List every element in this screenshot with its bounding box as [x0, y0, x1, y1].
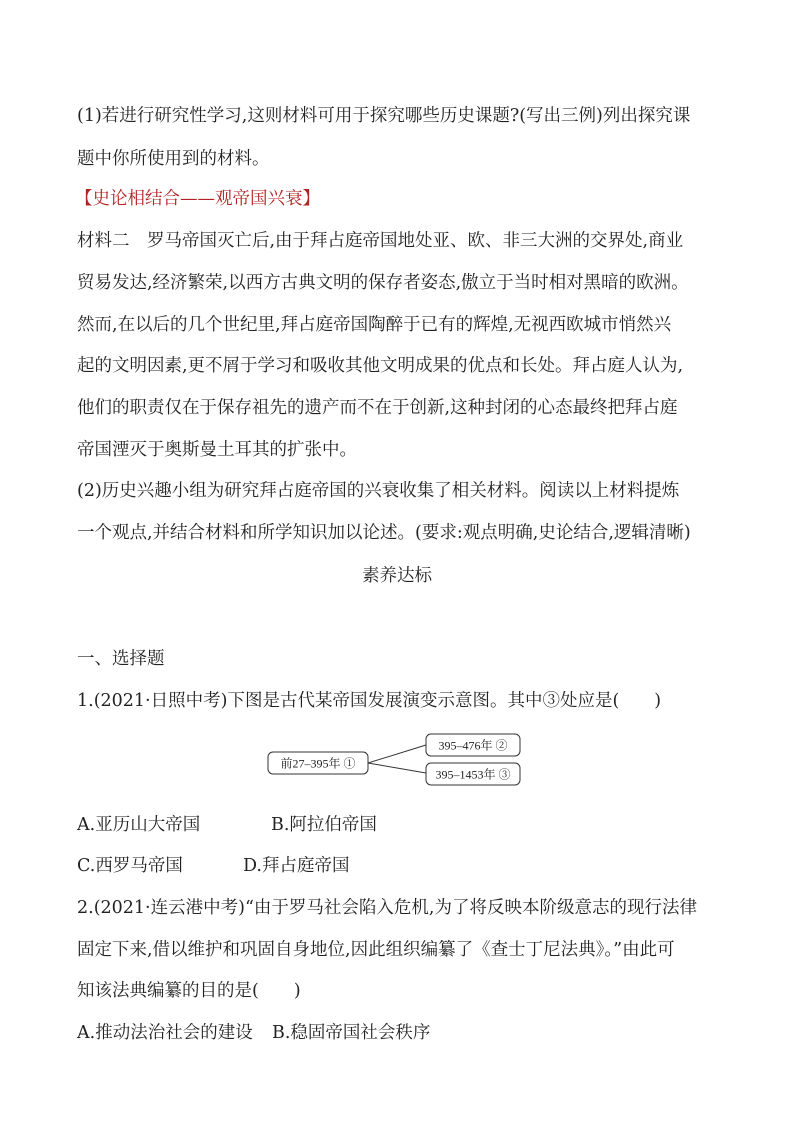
question-1-option-c: C.西罗马帝国 [77, 856, 183, 876]
section-title: 素养达标 [362, 566, 432, 586]
question-1-option-a: A.亚历山大帝国 [77, 815, 201, 835]
diagram-box-top-label: 395–476年 ② [438, 738, 508, 753]
question-2-line-1: 2.(2021·连云港中考)“由于罗马社会陷入危机,为了将反映本阶级意志的现行法律 [77, 898, 697, 918]
part-heading: 一、选择题 [77, 649, 165, 669]
question-1-option-b: B.阿拉伯帝国 [271, 815, 377, 835]
material-2-line-5: 他们的职责仅在于保存祖先的遗产而不在于创新,这种封闭的心态最终把拜占庭 [77, 398, 678, 418]
question-1-part-1-line-2: 题中你所使用到的材料。 [77, 149, 270, 169]
question-2-option-a: A.推动法治社会的建设 [77, 1023, 253, 1043]
material-2-line-4: 起的文明因素,更不屑于学习和吸收其他文明成果的优点和长处。拜占庭人认为, [77, 356, 684, 376]
material-2-line-3: 然而,在以后的几个世纪里,拜占庭帝国陶醉于已有的辉煌,无视西欧城市悄然兴 [77, 315, 672, 335]
question-2-line-2: 固定下来,借以维护和巩固自身地位,因此组织编纂了《查士丁尼法典》。”由此可 [77, 940, 675, 960]
empire-evolution-diagram [264, 728, 534, 792]
question-1-stem: 1.(2021·日照中考)下图是古代某帝国发展演变示意图。其中③处应是( ) [77, 691, 662, 711]
section-heading: 【史论相结合——观帝国兴衰】 [75, 189, 320, 209]
diagram-box-left-label: 前27–395年 ① [280, 756, 356, 771]
material-2-line-1: 材料二 罗马帝国灭亡后,由于拜占庭帝国地处亚、欧、非三大洲的交界处,商业 [77, 231, 684, 251]
question-2-option-b: B.稳固帝国社会秩序 [272, 1023, 431, 1043]
diagram-arrow-bottom [368, 763, 426, 773]
diagram-box-bottom-label: 395–1453年 ③ [435, 767, 511, 782]
material-2-line-2: 贸易发达,经济繁荣,以西方古典文明的保存者姿态,傲立于当时相对黑暗的欧洲。 [77, 273, 689, 293]
question-1-part-1-line-1: (1)若进行研究性学习,这则材料可用于探究哪些历史课题?(写出三例)列出探究课 [77, 106, 691, 126]
question-2-part-line-2: 一个观点,并结合材料和所学知识加以论述。(要求:观点明确,史论结合,逻辑清晰) [77, 523, 691, 543]
question-2-line-3: 知该法典编纂的目的是( ) [77, 981, 301, 1001]
question-2-part-line-1: (2)历史兴趣小组为研究拜占庭帝国的兴衰收集了相关材料。阅读以上材料提炼 [77, 481, 680, 501]
question-1-option-d: D.拜占庭帝国 [243, 856, 350, 876]
diagram-arrow-top [368, 745, 426, 763]
material-2-line-6: 帝国湮灭于奥斯曼土耳其的扩张中。 [77, 440, 357, 460]
